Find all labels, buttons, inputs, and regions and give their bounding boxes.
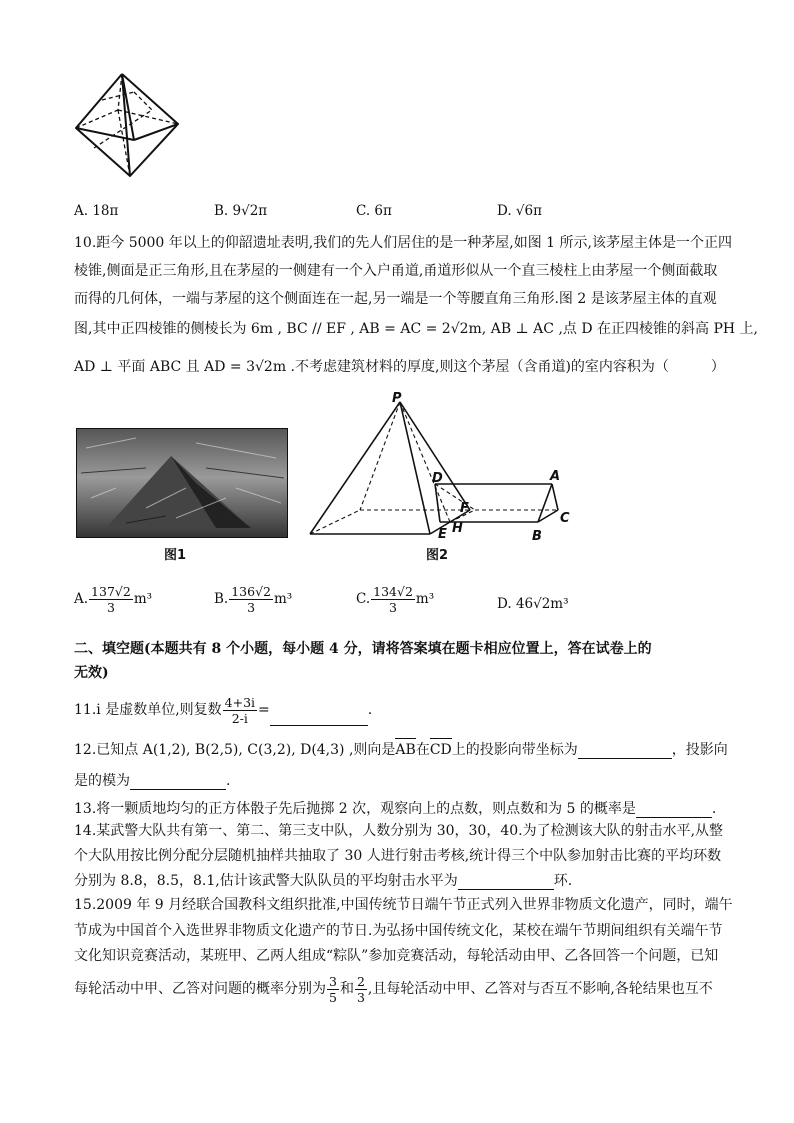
- q11: 11.i 是虚数单位,则复数 $\frac{4+3i}{2-i}$ = .: [74, 694, 373, 726]
- q9-option-c: C. 6π: [356, 203, 392, 219]
- q10-line-2: 棱锥,侧面是正三角形,且在茅屋的一侧建有一个入户甬道,甬道形似从一个直三棱柱上由茅屋一个侧面截取: [74, 263, 718, 279]
- q10-line-5: AD ⊥ 平面 ABC 且 AD = 3√2m .不考虑建筑材料的厚度,则这个茅屋（含甬道)的室内容积为（ ）: [74, 359, 725, 375]
- q9-option-b: B. 9√2π: [214, 203, 268, 219]
- q10-option-c: C. $\frac{134√2}{3}$ m³: [356, 584, 435, 615]
- section-2-heading-line-1: 二、填空题(本题共有 8 个小题，每小题 4 分，请将答案填在题卡相应位置上，答在试卷上的: [74, 641, 652, 657]
- q15-line-1: 15.2009 年 9 月经联合国教科文组织批准,中国传统节日端午节正式列入世界非物质文化遗产，同时，端午: [74, 897, 733, 913]
- q15-line-3: 文化知识竞赛活动，某班甲、乙两人组成“粽队”参加竞赛活动，每轮活动由甲、乙各回答一个问题，已知: [74, 948, 719, 964]
- vector-ab: AB: [395, 742, 416, 758]
- q15-line-4: 每轮活动中甲、乙答对问题的概率分别为 $\frac{3}{5}$ 和 $\frac{2}{3}$ ,且每轮活动中甲、乙答对与否互不影响,各轮结果也互不: [74, 973, 713, 1005]
- q10-option-b: B. $\frac{136√2}{3}$ m³: [214, 584, 293, 615]
- q13: 13.将一颗质地均匀的正方体骰子先后抛掷 2 次，观察向上的点数，则点数和为 5 的概率是 .: [74, 801, 717, 817]
- figure-2-caption: 图2: [426, 548, 449, 563]
- label-c: C: [560, 511, 570, 526]
- q10-line-1: 10.距今 5000 年以上的仰韶遗址表明,我们的先人们居住的是一种茅屋,如图 1 所示,该茅屋主体是一个正四: [74, 235, 732, 251]
- label-f: F: [460, 501, 469, 516]
- label-b: B: [532, 529, 542, 544]
- q15-line-2: 节成为中国首个入选世界非物质文化遗产的节日.为弘扬中国传统文化，某校在端午节期间组织有关端午节: [74, 923, 723, 939]
- q10-line-3: 而得的几何体，一端与茅屋的这个侧面连在一起,另一端是一个等腰直角三角形.图 2 是该茅屋主体的直观: [74, 291, 717, 307]
- label-a: A: [550, 469, 561, 484]
- q9-option-d: D. √6π: [497, 203, 542, 219]
- q12-line-2: 是的模为 .: [74, 773, 231, 789]
- q9-option-a: A. 18π: [74, 203, 119, 219]
- q14-line-1: 14.某武警大队共有第一、第二、第三支中队，人数分别为 30，30，40.为了检测该大队的射击水平,从整: [74, 823, 724, 839]
- q14-line-2: 个大队用按比例分配分层随机抽样共抽取了 30 人进行射击考核,统计得三个中队参加射击比赛的平均环数: [74, 848, 722, 864]
- q10-option-d: D. 46√2m³: [497, 596, 569, 612]
- q14-line-3: 分别为 8.8，8.5，8.1,估计该武警大队队员的平均射击水平为 环.: [74, 873, 573, 889]
- figure-1-caption: 图1: [164, 548, 187, 563]
- octahedron-figure: [72, 70, 182, 182]
- section-2-heading-line-2: 无效): [74, 665, 109, 681]
- figure-2-diagram: [300, 392, 590, 548]
- q10-option-a: A. $\frac{137√2}{3}$ m³: [74, 584, 153, 615]
- q12-line-1: 12.已知点 A(1,2), B(2,5), C(3,2), D(4,3) ,则向是AB在CD上的投影向带坐标为 ，投影向: [74, 742, 728, 758]
- label-p: P: [392, 392, 402, 406]
- label-d: D: [432, 471, 443, 486]
- label-h: H: [452, 521, 463, 536]
- vector-cd: CD: [429, 742, 452, 758]
- figure-1-photo: [76, 428, 288, 538]
- q10-line-4: 图,其中正四棱锥的侧棱长为 6m , BC // EF , AB = AC = 2√2m, AB ⊥ AC ,点 D 在正四棱锥的斜高 PH 上,: [74, 321, 758, 337]
- label-e: E: [438, 527, 447, 542]
